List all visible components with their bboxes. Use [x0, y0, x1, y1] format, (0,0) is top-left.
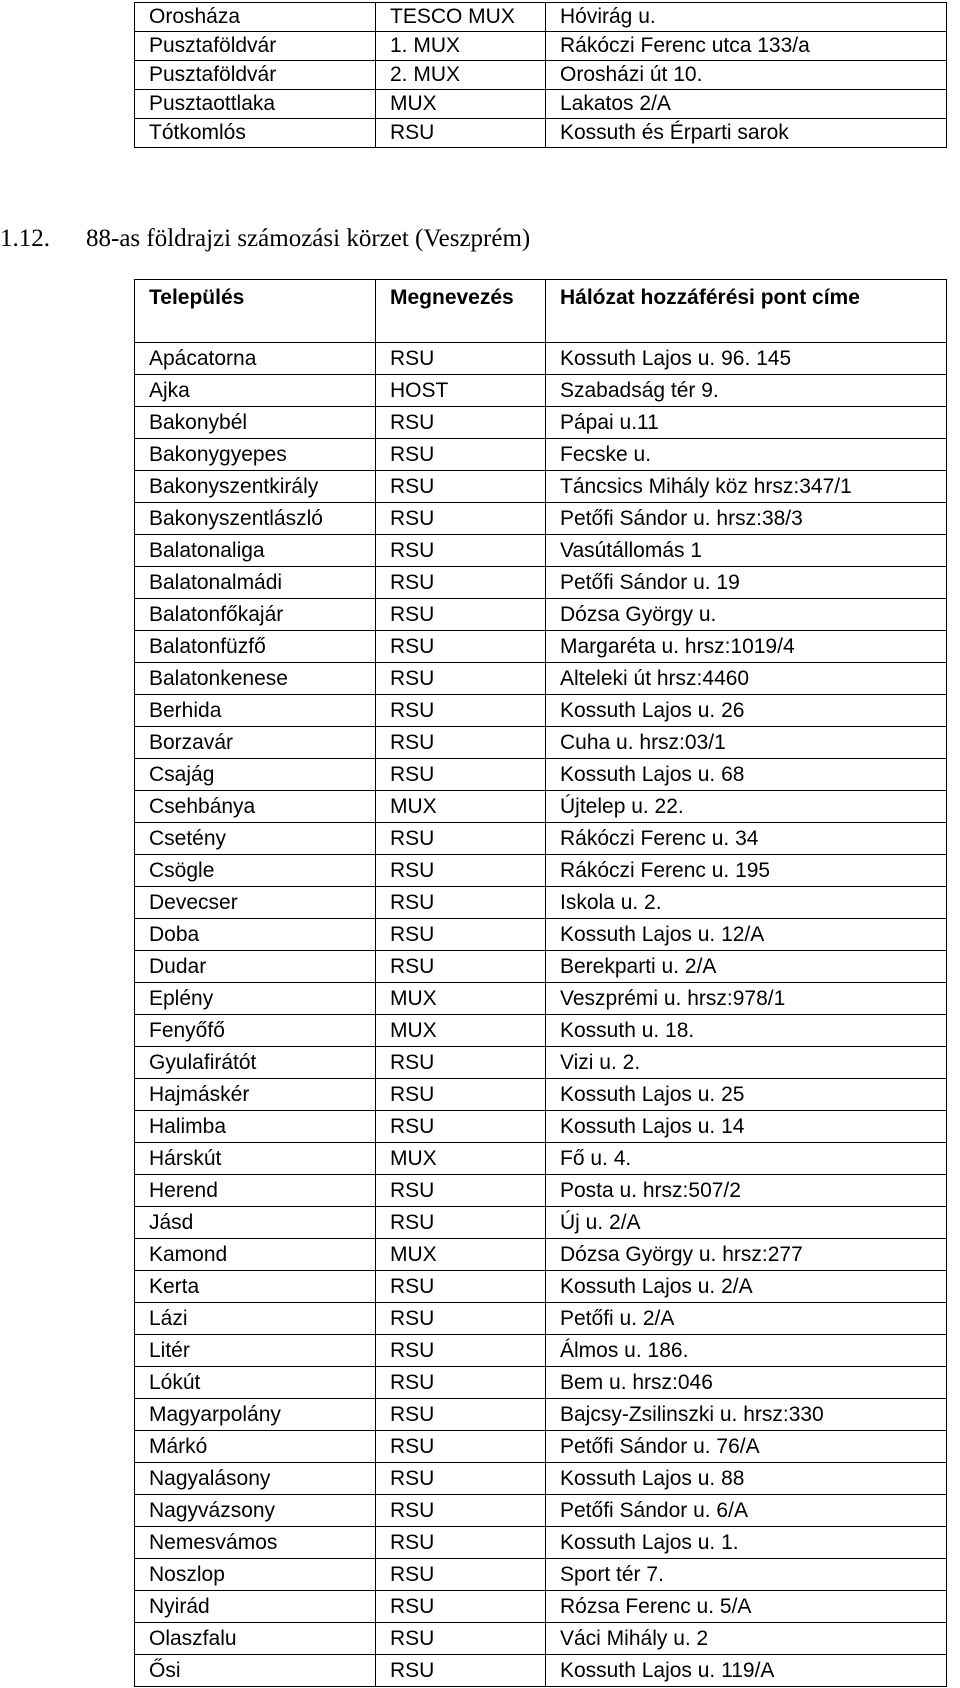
cell-settlement: Pusztaföldvár [135, 61, 376, 90]
cell-settlement: Litér [135, 1335, 376, 1367]
cell-designation: RSU [376, 1559, 546, 1591]
cell-designation: RSU [376, 1111, 546, 1143]
table-row [135, 1431, 947, 1463]
cell-designation: RSU [376, 567, 546, 599]
cell-address: Kossuth u. 18. [546, 1015, 947, 1047]
table-row [135, 1207, 947, 1239]
cell-settlement: Kamond [135, 1239, 376, 1271]
cell-address: Kossuth Lajos u. 12/A [546, 919, 947, 951]
cell-settlement: Márkó [135, 1431, 376, 1463]
table-row [135, 599, 947, 631]
cell-address: Vasútállomás 1 [546, 535, 947, 567]
cell-designation: RSU [376, 1591, 546, 1623]
section-number: 1.12. [0, 225, 50, 252]
cell-address: Alteleki út hrsz:4460 [546, 663, 947, 695]
table-header-row [135, 280, 947, 343]
table-row [135, 3, 947, 32]
cell-address: Hóvirág u. [546, 3, 947, 32]
cell-designation: RSU [376, 343, 546, 375]
cell-address: Újtelep u. 22. [546, 791, 947, 823]
cell-designation: RSU [376, 119, 546, 148]
cell-designation: RSU [376, 1335, 546, 1367]
table-row [135, 791, 947, 823]
cell-address: Bajcsy-Zsilinszki u. hrsz:330 [546, 1399, 947, 1431]
cell-designation: RSU [376, 631, 546, 663]
table-row [135, 119, 947, 148]
cell-address: Dózsa György u. [546, 599, 947, 631]
cell-designation: 1. MUX [376, 32, 546, 61]
cell-designation: RSU [376, 919, 546, 951]
cell-address: Vizi u. 2. [546, 1047, 947, 1079]
table-row [135, 1655, 947, 1687]
cell-designation: RSU [376, 1047, 546, 1079]
cell-address: Petőfi Sándor u. 6/A [546, 1495, 947, 1527]
cell-designation: RSU [376, 759, 546, 791]
table-row [135, 727, 947, 759]
cell-settlement: Balatonkenese [135, 663, 376, 695]
table-row [135, 343, 947, 375]
cell-designation: RSU [376, 663, 546, 695]
table-row [135, 855, 947, 887]
table-row [135, 1399, 947, 1431]
cell-designation: HOST [376, 375, 546, 407]
cell-settlement: Lókút [135, 1367, 376, 1399]
cell-designation: MUX [376, 1143, 546, 1175]
table-row [135, 375, 947, 407]
cell-address: Kossuth Lajos u. 96. 145 [546, 343, 947, 375]
table-row [135, 1143, 947, 1175]
cell-settlement: Herend [135, 1175, 376, 1207]
cell-designation: RSU [376, 1655, 546, 1687]
cell-settlement: Nemesvámos [135, 1527, 376, 1559]
cell-address: Rákóczi Ferenc utca 133/a [546, 32, 947, 61]
cell-settlement: Nyirád [135, 1591, 376, 1623]
cell-settlement: Devecser [135, 887, 376, 919]
cell-settlement: Eplény [135, 983, 376, 1015]
section-title: 88-as földrajzi számozási körzet (Veszprém) [86, 225, 531, 252]
cell-address: Táncsics Mihály köz hrsz:347/1 [546, 471, 947, 503]
cell-address: Kossuth Lajos u. 2/A [546, 1271, 947, 1303]
cell-address: Kossuth Lajos u. 88 [546, 1463, 947, 1495]
cell-settlement: Tótkomlós [135, 119, 376, 148]
table-row [135, 1175, 947, 1207]
cell-address: Lakatos 2/A [546, 90, 947, 119]
cell-settlement: Ajka [135, 375, 376, 407]
table-row [135, 1239, 947, 1271]
cell-address: Petőfi Sándor u. hrsz:38/3 [546, 503, 947, 535]
cell-address: Berekparti u. 2/A [546, 951, 947, 983]
cell-designation: MUX [376, 1015, 546, 1047]
cell-settlement: Halimba [135, 1111, 376, 1143]
table-row [135, 983, 947, 1015]
table-row [135, 1367, 947, 1399]
table-row [135, 61, 947, 90]
cell-address: Kossuth Lajos u. 25 [546, 1079, 947, 1111]
table-row [135, 439, 947, 471]
table-row [135, 1527, 947, 1559]
table-row [135, 1079, 947, 1111]
table-row [135, 631, 947, 663]
header-access-point-address: Hálózat hozzáférési pont címe [546, 280, 947, 343]
table-row [135, 567, 947, 599]
cell-designation: RSU [376, 503, 546, 535]
access-points-table-body [135, 343, 947, 1687]
cell-settlement: Balatonfüzfő [135, 631, 376, 663]
cell-settlement: Hajmáskér [135, 1079, 376, 1111]
cell-address: Álmos u. 186. [546, 1335, 947, 1367]
cell-address: Posta u. hrsz:507/2 [546, 1175, 947, 1207]
cell-settlement: Lázi [135, 1303, 376, 1335]
header-settlement: Település [135, 280, 376, 343]
cell-settlement: Balatonfőkajár [135, 599, 376, 631]
cell-settlement: Nagyalásony [135, 1463, 376, 1495]
cell-designation: RSU [376, 1079, 546, 1111]
table-row [135, 407, 947, 439]
cell-designation: RSU [376, 1431, 546, 1463]
cell-designation: RSU [376, 471, 546, 503]
cell-settlement: Dudar [135, 951, 376, 983]
cell-address: Pápai u.11 [546, 407, 947, 439]
cell-settlement: Gyulafirátót [135, 1047, 376, 1079]
cell-designation: RSU [376, 727, 546, 759]
cell-address: Cuha u. hrsz:03/1 [546, 727, 947, 759]
table-row [135, 1015, 947, 1047]
table-row [135, 1047, 947, 1079]
cell-designation: TESCO MUX [376, 3, 546, 32]
cell-settlement: Bakonybél [135, 407, 376, 439]
cell-settlement: Pusztaföldvár [135, 32, 376, 61]
cell-address: Kossuth Lajos u. 119/A [546, 1655, 947, 1687]
cell-address: Szabadság tér 9. [546, 375, 947, 407]
cell-address: Kossuth Lajos u. 14 [546, 1111, 947, 1143]
cell-designation: RSU [376, 1367, 546, 1399]
cell-settlement: Balatonaliga [135, 535, 376, 567]
table-row [135, 951, 947, 983]
cell-designation: RSU [376, 1303, 546, 1335]
cell-designation: RSU [376, 1175, 546, 1207]
cell-designation: RSU [376, 407, 546, 439]
table-row [135, 1591, 947, 1623]
cell-address: Kossuth és Érparti sarok [546, 119, 947, 148]
cell-settlement: Csetény [135, 823, 376, 855]
cell-designation: RSU [376, 951, 546, 983]
cell-settlement: Berhida [135, 695, 376, 727]
cell-settlement: Orosháza [135, 3, 376, 32]
cell-designation: MUX [376, 1239, 546, 1271]
cell-address: Bem u. hrsz:046 [546, 1367, 947, 1399]
header-designation: Megnevezés [376, 280, 546, 343]
cell-settlement: Hárskút [135, 1143, 376, 1175]
table-row [135, 1111, 947, 1143]
table-row [135, 1335, 947, 1367]
table-row [135, 823, 947, 855]
cell-designation: RSU [376, 1207, 546, 1239]
cell-settlement: Balatonalmádi [135, 567, 376, 599]
cell-address: Kossuth Lajos u. 68 [546, 759, 947, 791]
cell-settlement: Bakonyszentlászló [135, 503, 376, 535]
table-row [135, 887, 947, 919]
cell-settlement: Pusztaottlaka [135, 90, 376, 119]
cell-settlement: Jásd [135, 1207, 376, 1239]
table-row [135, 1463, 947, 1495]
table-row [135, 90, 947, 119]
cell-address: Sport tér 7. [546, 1559, 947, 1591]
cell-settlement: Csajág [135, 759, 376, 791]
cell-designation: RSU [376, 1527, 546, 1559]
cell-address: Rózsa Ferenc u. 5/A [546, 1591, 947, 1623]
previous-area-table [134, 2, 947, 148]
cell-designation: RSU [376, 855, 546, 887]
cell-designation: RSU [376, 823, 546, 855]
table-row [135, 1559, 947, 1591]
cell-address: Orosházi út 10. [546, 61, 947, 90]
cell-designation: RSU [376, 1623, 546, 1655]
cell-address: Rákóczi Ferenc u. 34 [546, 823, 947, 855]
cell-settlement: Ősi [135, 1655, 376, 1687]
table-row [135, 759, 947, 791]
cell-designation: RSU [376, 1463, 546, 1495]
table-row [135, 1271, 947, 1303]
cell-settlement: Bakonyszentkirály [135, 471, 376, 503]
cell-address: Új u. 2/A [546, 1207, 947, 1239]
cell-settlement: Olaszfalu [135, 1623, 376, 1655]
table-header [135, 280, 947, 343]
cell-designation: MUX [376, 983, 546, 1015]
cell-address: Margaréta u. hrsz:1019/4 [546, 631, 947, 663]
cell-settlement: Doba [135, 919, 376, 951]
cell-designation: RSU [376, 1271, 546, 1303]
cell-address: Rákóczi Ferenc u. 195 [546, 855, 947, 887]
cell-address: Iskola u. 2. [546, 887, 947, 919]
cell-settlement: Bakonygyepes [135, 439, 376, 471]
table-row [135, 695, 947, 727]
table-row [135, 1623, 947, 1655]
cell-designation: RSU [376, 535, 546, 567]
table-row [135, 919, 947, 951]
cell-settlement: Apácatorna [135, 343, 376, 375]
cell-address: Kossuth Lajos u. 26 [546, 695, 947, 727]
cell-designation: RSU [376, 599, 546, 631]
cell-settlement: Kerta [135, 1271, 376, 1303]
cell-designation: RSU [376, 439, 546, 471]
table-row [135, 1495, 947, 1527]
cell-address: Petőfi Sándor u. 19 [546, 567, 947, 599]
cell-settlement: Fenyőfő [135, 1015, 376, 1047]
cell-address: Váci Mihály u. 2 [546, 1623, 947, 1655]
cell-settlement: Borzavár [135, 727, 376, 759]
cell-address: Veszprémi u. hrsz:978/1 [546, 983, 947, 1015]
cell-address: Petőfi u. 2/A [546, 1303, 947, 1335]
table-row [135, 471, 947, 503]
cell-designation: RSU [376, 1495, 546, 1527]
cell-designation: RSU [376, 695, 546, 727]
cell-address: Kossuth Lajos u. 1. [546, 1527, 947, 1559]
access-points-table [134, 279, 947, 1687]
cell-address: Fecske u. [546, 439, 947, 471]
cell-settlement: Noszlop [135, 1559, 376, 1591]
cell-address: Petőfi Sándor u. 76/A [546, 1431, 947, 1463]
table-row [135, 503, 947, 535]
cell-designation: MUX [376, 791, 546, 823]
cell-address: Fő u. 4. [546, 1143, 947, 1175]
cell-settlement: Nagyvázsony [135, 1495, 376, 1527]
cell-designation: RSU [376, 887, 546, 919]
cell-settlement: Csehbánya [135, 791, 376, 823]
table-row [135, 663, 947, 695]
cell-designation: MUX [376, 90, 546, 119]
cell-settlement: Magyarpolány [135, 1399, 376, 1431]
table-row [135, 1303, 947, 1335]
cell-designation: RSU [376, 1399, 546, 1431]
cell-address: Dózsa György u. hrsz:277 [546, 1239, 947, 1271]
table-row [135, 32, 947, 61]
table-row [135, 535, 947, 567]
previous-area-table-body [135, 3, 947, 148]
cell-designation: 2. MUX [376, 61, 546, 90]
cell-settlement: Csögle [135, 855, 376, 887]
